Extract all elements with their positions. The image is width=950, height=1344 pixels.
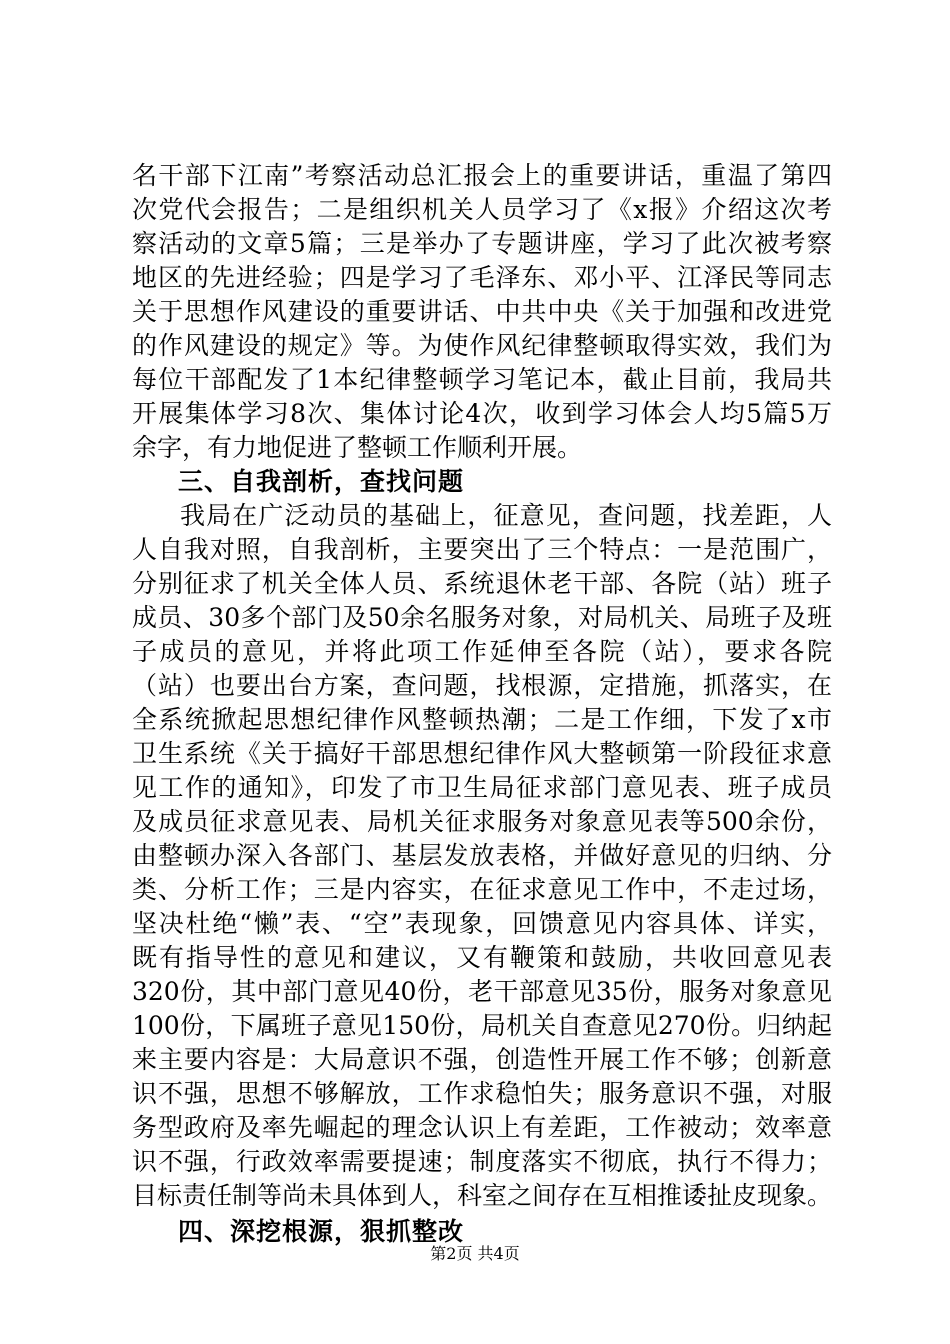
text-line: 既有指导性的意见和建议，又有鞭策和鼓励，共收回意见表 xyxy=(132,943,832,972)
text-line: 目标责任制等尚未具体到人，科室之间存在互相推诿扯皮现象。 xyxy=(132,1181,833,1210)
text-line: 关于思想作风建设的重要讲话、中共中央《关于加强和改进党 xyxy=(132,297,832,326)
text-line: 余字，有力地促进了整顿工作顺利开展。 xyxy=(132,433,583,462)
text-line: 由整顿办深入各部门、基层发放表格，并做好意见的归纳、分 xyxy=(132,841,832,870)
text-line: 分别征求了机关全体人员、系统退休老干部、各院（站）班子 xyxy=(132,569,832,598)
text-line: 卫生系统《关于搞好干部思想纪律作风大整顿第一阶段征求意 xyxy=(132,739,832,768)
text-line: 务型政府及率先崛起的理念认识上有差距，工作被动；效率意 xyxy=(132,1113,832,1142)
text-line: （站）也要出台方案，查问题，找根源，定措施，抓落实，在 xyxy=(132,671,832,700)
text-line: 坚决杜绝“懒”表、“空”表现象，回馈意见内容具体、详实， xyxy=(132,909,832,938)
text-line: 我局在广泛动员的基础上，征意见，查问题，找差距，人 xyxy=(180,501,832,530)
section-heading-3: 三、自我剖析，查找问题 xyxy=(178,467,465,496)
text-line: 人自我对照，自我剖析，主要突出了三个特点：一是范围广， xyxy=(132,535,832,564)
text-line: 每位干部配发了1本纪律整顿学习笔记本，截止目前，我局共 xyxy=(132,365,832,394)
text-line: 识不强，思想不够解放，工作求稳怕失；服务意识不强，对服 xyxy=(132,1079,832,1108)
text-line: 识不强，行政效率需要提速；制度落实不彻底，执行不得力； xyxy=(132,1147,832,1176)
text-line: 名干部下江南”考察活动总汇报会上的重要讲话，重温了第四 xyxy=(132,161,832,190)
page-footer xyxy=(0,1244,950,1264)
text-line: 地区的先进经验；四是学习了毛泽东、邓小平、江泽民等同志 xyxy=(132,263,832,292)
text-line: 子成员的意见，并将此项工作延伸至各院（站），要求各院 xyxy=(132,637,832,666)
text-line: 见工作的通知》，印发了市卫生局征求部门意见表、班子成员 xyxy=(132,773,832,802)
text-line: 全系统掀起思想纪律作风整顿热潮；二是工作细，下发了x市 xyxy=(132,705,832,734)
text-line: 100份，下属班子意见150份，局机关自查意见270份。归纳起 xyxy=(132,1011,832,1040)
text-line: 类、分析工作；三是内容实，在征求意见工作中，不走过场， xyxy=(132,875,832,904)
text-line: 的作风建设的规定》等。为使作风纪律整顿取得实效，我们为 xyxy=(132,331,832,360)
text-line: 及成员征求意见表、局机关征求服务对象意见表等500余份， xyxy=(132,807,832,836)
text-line: 次党代会报告；二是组织机关人员学习了《x报》介绍这次考 xyxy=(132,195,832,224)
text-line: 成员、30多个部门及50余名服务对象，对局机关、局班子及班 xyxy=(132,603,832,632)
page-number-label: 第2页 共4页 xyxy=(430,1244,520,1263)
text-line: 320份，其中部门意见40份，老干部意见35份，服务对象意见 xyxy=(132,977,832,1006)
section-heading-4: 四、深挖根源，狠抓整改 xyxy=(178,1217,465,1246)
text-line: 察活动的文章5篇；三是举办了专题讲座，学习了此次被考察 xyxy=(132,229,832,258)
text-line: 来主要内容是：大局意识不强，创造性开展工作不够；创新意 xyxy=(132,1045,832,1074)
text-line: 开展集体学习8次、集体讨论4次，收到学习体会人均5篇5万 xyxy=(132,399,832,428)
